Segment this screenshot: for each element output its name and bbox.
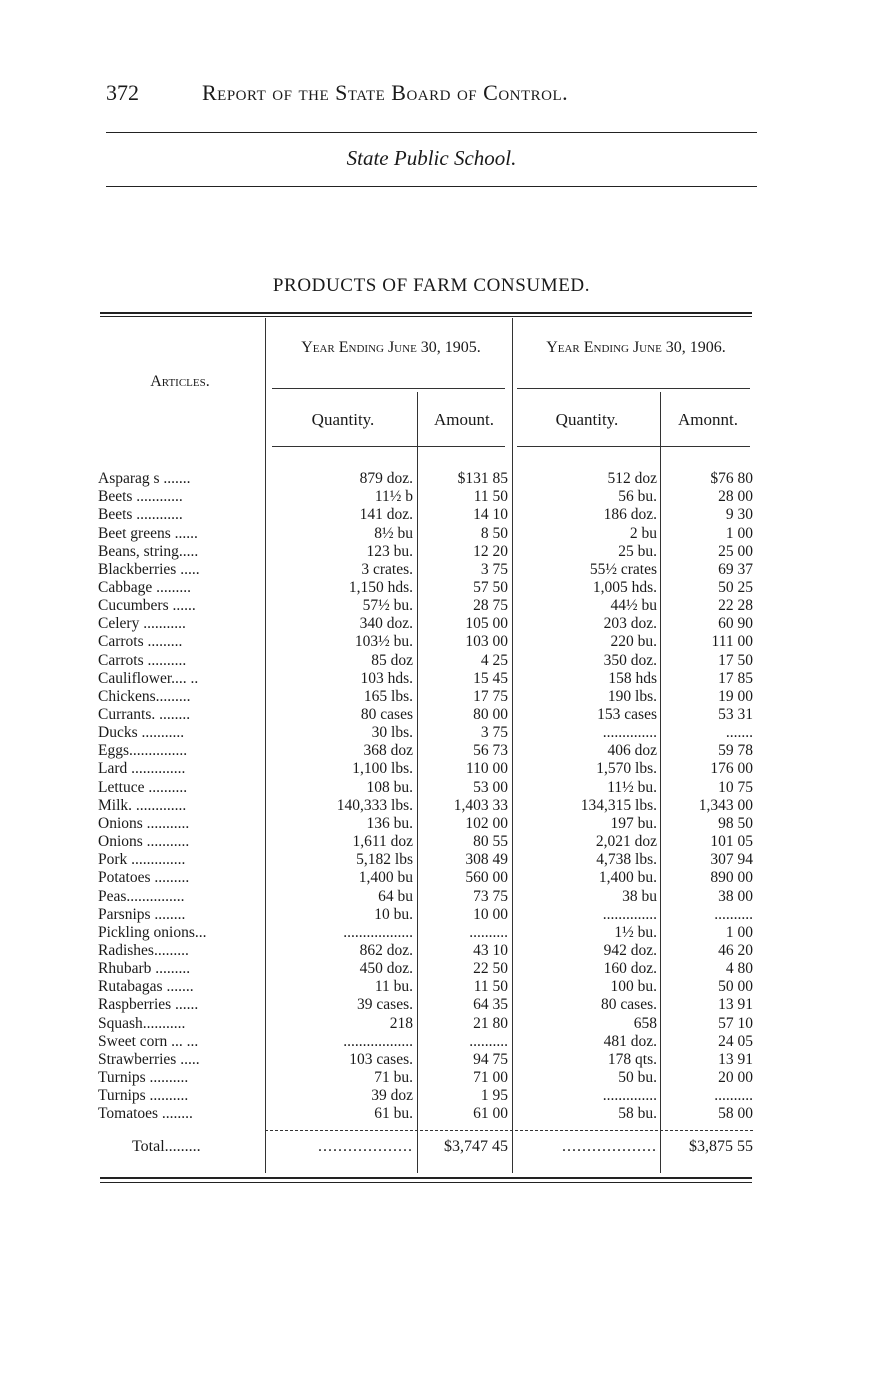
article-cell: Milk. .............	[98, 796, 187, 814]
amount-1906-cell: 111 00	[711, 633, 753, 651]
amount-1906-cell: 69 37	[718, 560, 753, 578]
table-row	[0, 488, 887, 506]
table-row	[0, 833, 887, 851]
quantity-1905-cell: 103½ bu.	[354, 633, 413, 651]
quantity-1906-cell: 1,570 lbs.	[596, 760, 657, 778]
quantity-1905-cell: 85 doz	[371, 651, 413, 669]
quantity-1905-cell: 140,333 lbs.	[336, 796, 413, 814]
quantity-1906-cell: 220 bu.	[610, 633, 657, 651]
article-cell: Rhubarb .........	[98, 960, 191, 977]
amount-1905-cell: 64 35	[473, 996, 508, 1014]
page-number: 372	[106, 80, 139, 105]
quantity-1906-cell: 56 bu.	[618, 488, 657, 506]
quantity-1905-cell: ..................	[343, 923, 413, 941]
quantity-1905-cell: 165 lbs.	[363, 687, 413, 705]
header-rule-top	[106, 132, 757, 133]
quantity-1905-cell: 61 bu.	[374, 1105, 413, 1123]
quantity-1905-cell: 108 bu.	[366, 778, 413, 796]
table-row	[0, 1069, 887, 1087]
amount-1905-cell: 4 25	[480, 651, 508, 669]
amount-1905-cell: 102 00	[465, 814, 508, 832]
quantity-1905-cell: 71 bu.	[374, 1068, 413, 1086]
amount-1905-cell: 73 75	[473, 887, 508, 905]
amount-1905-cell: 17 75	[473, 687, 508, 705]
article-cell: Cucumbers ......	[98, 597, 196, 614]
amount-1905-cell: 28 75	[473, 597, 508, 614]
quantity-1905-cell: 123 bu.	[366, 542, 413, 560]
table-row	[0, 942, 887, 960]
quantity-1906-cell: 4,738 lbs.	[596, 851, 657, 869]
amount-1906-cell: 307 94	[710, 851, 753, 869]
article-cell: Cabbage .........	[98, 578, 191, 596]
amount-1906-cell: 101 05	[710, 833, 753, 850]
amount-1906-cell: ..........	[714, 1087, 753, 1105]
amount-1906-cell: 1 00	[725, 524, 753, 542]
article-cell: Celery ...........	[98, 615, 186, 633]
amount-1906-cell: 1 00	[725, 923, 753, 941]
article-cell: Beet greens ......	[98, 524, 198, 542]
quantity-1905-cell: 1,400 bu	[358, 869, 413, 887]
amount-1905-cell: 8 50	[480, 524, 508, 542]
total-amount-1905: $3,747 45	[444, 1138, 508, 1155]
table-row	[0, 543, 887, 561]
table-row	[0, 1015, 887, 1033]
article-cell: Beets ............	[98, 506, 183, 524]
quantity-1905-cell: 11½ b	[374, 488, 413, 506]
amount-1906-cell: 57 10	[718, 1014, 753, 1032]
article-cell: Carrots .........	[98, 633, 183, 651]
article-cell: Ducks ...........	[98, 724, 185, 742]
article-cell: Rutabagas .......	[98, 978, 194, 996]
table-row	[0, 996, 887, 1014]
amount-1905-cell: ..........	[469, 923, 508, 941]
quantity-1905-cell: 80 cases	[360, 706, 413, 723]
report-title: Report of the State Board of Control.	[202, 80, 569, 105]
amount-1905-cell: 22 50	[473, 960, 508, 977]
article-cell: Radishes.........	[98, 941, 189, 959]
amount-1906-cell: 53 31	[718, 706, 753, 723]
amount-1906-cell: 10 75	[718, 778, 753, 796]
article-cell: Tomatoes ........	[98, 1105, 193, 1123]
quantity-1905-cell: 103 cases.	[349, 1050, 413, 1068]
amount-1906-cell: ..........	[714, 905, 753, 923]
quantity-header: Quantity.	[555, 410, 619, 429]
amount-1905-cell: 11 50	[473, 488, 508, 506]
table-top-rule-inner	[100, 316, 752, 317]
quantity-1905-cell: 136 bu.	[366, 814, 413, 832]
amount-1906-cell: 4 80	[725, 960, 753, 977]
amount-1906-cell: 20 00	[718, 1068, 753, 1086]
quantity-1905-cell: 368 doz	[363, 742, 413, 760]
quantity-1906-cell: 203 doz.	[603, 615, 657, 633]
amount-1906-cell: 22 28	[718, 597, 753, 614]
table-row	[0, 779, 887, 797]
quantity-1906-cell: 11½ bu.	[607, 778, 657, 796]
table-row	[0, 978, 887, 996]
article-cell: Parsnips ........	[98, 905, 186, 923]
amount-1905-cell: 94 75	[473, 1050, 508, 1068]
quantity-1906-cell: 25 bu.	[618, 542, 657, 560]
header-rule	[517, 388, 750, 389]
quantity-1906-cell: 55½ crates	[589, 560, 657, 578]
table-row	[0, 851, 887, 869]
header-rule-bottom	[106, 186, 757, 187]
amount-1906-cell: 58 00	[718, 1105, 753, 1123]
table-row	[0, 1087, 887, 1105]
table-row	[0, 615, 887, 633]
quantity-1906-cell: 1½ bu.	[614, 923, 657, 941]
amount-1906-cell: 19 00	[718, 687, 753, 705]
quantity-1905-cell: 862 doz.	[359, 941, 413, 959]
article-cell: Currants. ........	[98, 706, 191, 723]
quantity-1905-cell: 879 doz.	[359, 470, 413, 487]
amount-1906-cell: 1,343 00	[698, 796, 753, 814]
amount-1906-cell: 13 91	[718, 1050, 753, 1068]
quantity-1906-cell: 44½ bu	[610, 597, 657, 614]
amount-1906-cell: 50 00	[718, 978, 753, 996]
amount-1906-cell: 60 90	[718, 615, 753, 633]
amount-1905-cell: 80 00	[473, 706, 508, 723]
amount-1906-cell: 176 00	[710, 760, 753, 778]
amount-1905-cell: 11 50	[473, 978, 508, 996]
amount-1905-cell: 14 10	[473, 506, 508, 524]
quantity-1905-cell: 8½ bu	[374, 524, 413, 542]
quantity-1905-cell: 10 bu.	[374, 905, 413, 923]
article-cell: Turnips ..........	[98, 1068, 189, 1086]
total-amount-1906: $3,875 55	[689, 1138, 753, 1155]
quantity-1905-cell: 340 doz.	[359, 615, 413, 633]
amount-1905-cell: 103 00	[465, 633, 508, 651]
amount-1905-cell: $131 85	[457, 470, 508, 487]
quantity-1905-cell: 1,150 hds.	[348, 578, 413, 596]
quantity-1906-cell: 406 doz	[607, 742, 657, 760]
quantity-1905-cell: ..................	[343, 1032, 413, 1050]
total-quantity-1905: ...................	[318, 1138, 413, 1155]
article-cell: Raspberries ......	[98, 996, 199, 1014]
amount-1905-cell: 61 00	[473, 1105, 508, 1123]
quantity-1906-cell: 58 bu.	[618, 1105, 657, 1123]
quantity-1905-cell: 39 cases.	[357, 996, 413, 1014]
article-cell: Peas...............	[98, 887, 185, 905]
amount-1906-cell: 50 25	[718, 578, 753, 596]
amount-1905-cell: 80 55	[473, 833, 508, 850]
quantity-1906-cell: 658	[633, 1014, 657, 1032]
quantity-1905-cell: 64 bu	[378, 887, 413, 905]
amount-1905-cell: 110 00	[465, 760, 508, 778]
amount-1906-cell: 98 50	[718, 814, 753, 832]
quantity-1905-cell: 11 bu.	[374, 978, 413, 996]
quantity-1905-cell: 39 doz	[371, 1087, 413, 1105]
amount-1906-cell: 28 00	[718, 488, 753, 506]
quantity-1906-cell: 2,021 doz	[595, 833, 657, 850]
amount-1906-cell: $76 80	[710, 470, 753, 487]
quantity-1906-cell: 178 qts.	[607, 1050, 657, 1068]
amount-1906-cell: 17 50	[718, 651, 753, 669]
amount-1905-cell: 12 20	[473, 542, 508, 560]
article-cell: Sweet corn ... ...	[98, 1032, 199, 1050]
quantity-1906-cell: 100 bu.	[610, 978, 657, 996]
article-cell: Potatoes .........	[98, 869, 190, 887]
quantity-1905-cell: 141 doz.	[359, 506, 413, 524]
table-row	[0, 506, 887, 524]
quantity-1905-cell: 218	[389, 1014, 413, 1032]
amount-1905-cell: 53 00	[473, 778, 508, 796]
amount-1906-cell: 38 00	[718, 887, 753, 905]
period-1906-header: Year Ending June 30, 1906.	[546, 339, 726, 356]
article-cell: Pork ..............	[98, 851, 186, 869]
article-cell: Turnips ..........	[98, 1087, 189, 1105]
amount-1905-cell: 15 45	[473, 669, 508, 687]
quantity-1906-cell: 186 doz.	[603, 506, 657, 524]
table-row	[0, 597, 887, 615]
table-row	[0, 906, 887, 924]
amount-1906-cell: 13 91	[718, 996, 753, 1014]
table-row	[0, 742, 887, 760]
quantity-1905-cell: 3 crates.	[361, 560, 413, 578]
table-row	[0, 869, 887, 887]
quantity-1905-cell: 5,182 lbs	[356, 851, 413, 869]
quantity-1906-cell: 153 cases	[597, 706, 657, 723]
amount-header: Amonnt.	[678, 410, 738, 429]
amount-1906-cell: 25 00	[718, 542, 753, 560]
quantity-1905-cell: 30 lbs.	[371, 724, 413, 742]
amount-1905-cell: 57 50	[473, 578, 508, 596]
quantity-1905-cell: 1,100 lbs.	[352, 760, 413, 778]
quantity-1906-cell: ..............	[602, 905, 657, 923]
article-cell: Lard ..............	[98, 760, 186, 778]
article-cell: Pickling onions...	[98, 923, 207, 941]
table-row	[0, 1033, 887, 1051]
quantity-1906-cell: 190 lbs.	[607, 687, 657, 705]
quantity-1906-cell: 1,005 hds.	[592, 578, 657, 596]
table-row	[0, 525, 887, 543]
quantity-1906-cell: ..............	[602, 724, 657, 742]
header-rule	[272, 388, 505, 389]
article-cell: Asparag s .......	[98, 470, 191, 487]
quantity-1906-cell: 50 bu.	[618, 1068, 657, 1086]
table-bottom-rule-inner	[100, 1182, 752, 1183]
quantity-1906-cell: 350 doz.	[603, 651, 657, 669]
table-row	[0, 470, 887, 488]
amount-1905-cell: 21 80	[473, 1014, 508, 1032]
quantity-1906-cell: 134,315 lbs.	[580, 796, 657, 814]
table-title: PRODUCTS OF FARM CONSUMED.	[272, 275, 591, 296]
table-row	[0, 724, 887, 742]
quantity-1906-cell: 1,400 bu.	[598, 869, 657, 887]
quantity-1906-cell: 2 bu	[629, 524, 657, 542]
amount-1906-cell: 890 00	[710, 869, 753, 887]
amount-1906-cell: 46 20	[718, 941, 753, 959]
quantity-1906-cell: 38 bu	[622, 887, 657, 905]
article-cell: Onions ...........	[98, 814, 190, 832]
table-row	[0, 561, 887, 579]
total-row	[0, 1138, 887, 1156]
article-cell: Lettuce ..........	[98, 778, 188, 796]
quantity-1906-cell: 80 cases.	[601, 996, 657, 1014]
quantity-1905-cell: 57½ bu.	[362, 597, 413, 614]
table-row	[0, 815, 887, 833]
amount-1905-cell: 105 00	[465, 615, 508, 633]
period-1905-header: Year Ending June 30, 1905.	[301, 339, 481, 356]
amount-1906-cell: 9 30	[725, 506, 753, 524]
table-row	[0, 670, 887, 688]
quantity-1906-cell: 158 hds	[608, 669, 657, 687]
quantity-1906-cell: 197 bu.	[610, 814, 657, 832]
amount-1905-cell: 56 73	[473, 742, 508, 760]
table-row	[0, 888, 887, 906]
amount-1905-cell: 3 75	[480, 724, 508, 742]
table-row	[0, 960, 887, 978]
table-top-rule	[100, 312, 752, 314]
article-cell: Carrots ..........	[98, 651, 187, 669]
quantity-header: Quantity.	[311, 410, 375, 429]
quantity-1906-cell: 942 doz.	[603, 941, 657, 959]
quantity-1905-cell: 103 hds.	[360, 669, 413, 687]
amount-1905-cell: ..........	[469, 1032, 508, 1050]
amount-1905-cell: 71 00	[473, 1068, 508, 1086]
table-row	[0, 1051, 887, 1069]
amount-1906-cell: 59 78	[718, 742, 753, 760]
article-cell: Beets ............	[98, 488, 183, 506]
quantity-1905-cell: 1,611 doz	[352, 833, 413, 850]
amount-1905-cell: 560 00	[465, 869, 508, 887]
quantity-1906-cell: 512 doz	[607, 470, 657, 487]
quantity-1906-cell: 481 doz.	[603, 1032, 657, 1050]
amount-1905-cell: 43 10	[473, 941, 508, 959]
quantity-1906-cell: 160 doz.	[603, 960, 657, 977]
total-rule	[265, 1130, 753, 1131]
amount-1905-cell: 3 75	[480, 560, 508, 578]
amount-1906-cell: 17 85	[718, 669, 753, 687]
article-cell: Beans, string.....	[98, 542, 199, 560]
amount-1906-cell: .......	[725, 724, 753, 742]
amount-1905-cell: 1 95	[480, 1087, 508, 1105]
total-quantity-1906: ...................	[562, 1138, 657, 1155]
amount-1905-cell: 1,403 33	[453, 796, 508, 814]
articles-header: Articles.	[150, 373, 210, 390]
table-row	[0, 579, 887, 597]
amount-header: Amount.	[434, 410, 494, 429]
table-row	[0, 1105, 887, 1123]
table-row	[0, 688, 887, 706]
amount-1905-cell: 308 49	[465, 851, 508, 869]
article-cell: Chickens.........	[98, 687, 191, 705]
article-cell: Eggs...............	[98, 742, 188, 760]
quantity-1906-cell: ..............	[602, 1087, 657, 1105]
amount-1905-cell: 10 00	[473, 905, 508, 923]
table-row	[0, 760, 887, 778]
section-title: State Public School.	[346, 146, 517, 170]
header-rule	[272, 446, 505, 447]
article-cell: Strawberries .....	[98, 1050, 200, 1068]
quantity-1905-cell: 450 doz.	[359, 960, 413, 977]
article-cell: Squash...........	[98, 1014, 186, 1032]
amount-1906-cell: 24 05	[718, 1032, 753, 1050]
article-cell: Cauliflower.... ..	[98, 669, 199, 687]
article-cell: Onions ...........	[98, 833, 190, 850]
header-rule	[517, 446, 750, 447]
table-row	[0, 706, 887, 724]
table-bottom-rule	[100, 1177, 752, 1179]
table-row	[0, 797, 887, 815]
table-row	[0, 924, 887, 942]
article-cell: Blackberries .....	[98, 560, 200, 578]
table-row	[0, 633, 887, 651]
total-label: Total.........	[132, 1138, 201, 1155]
table-row	[0, 652, 887, 670]
